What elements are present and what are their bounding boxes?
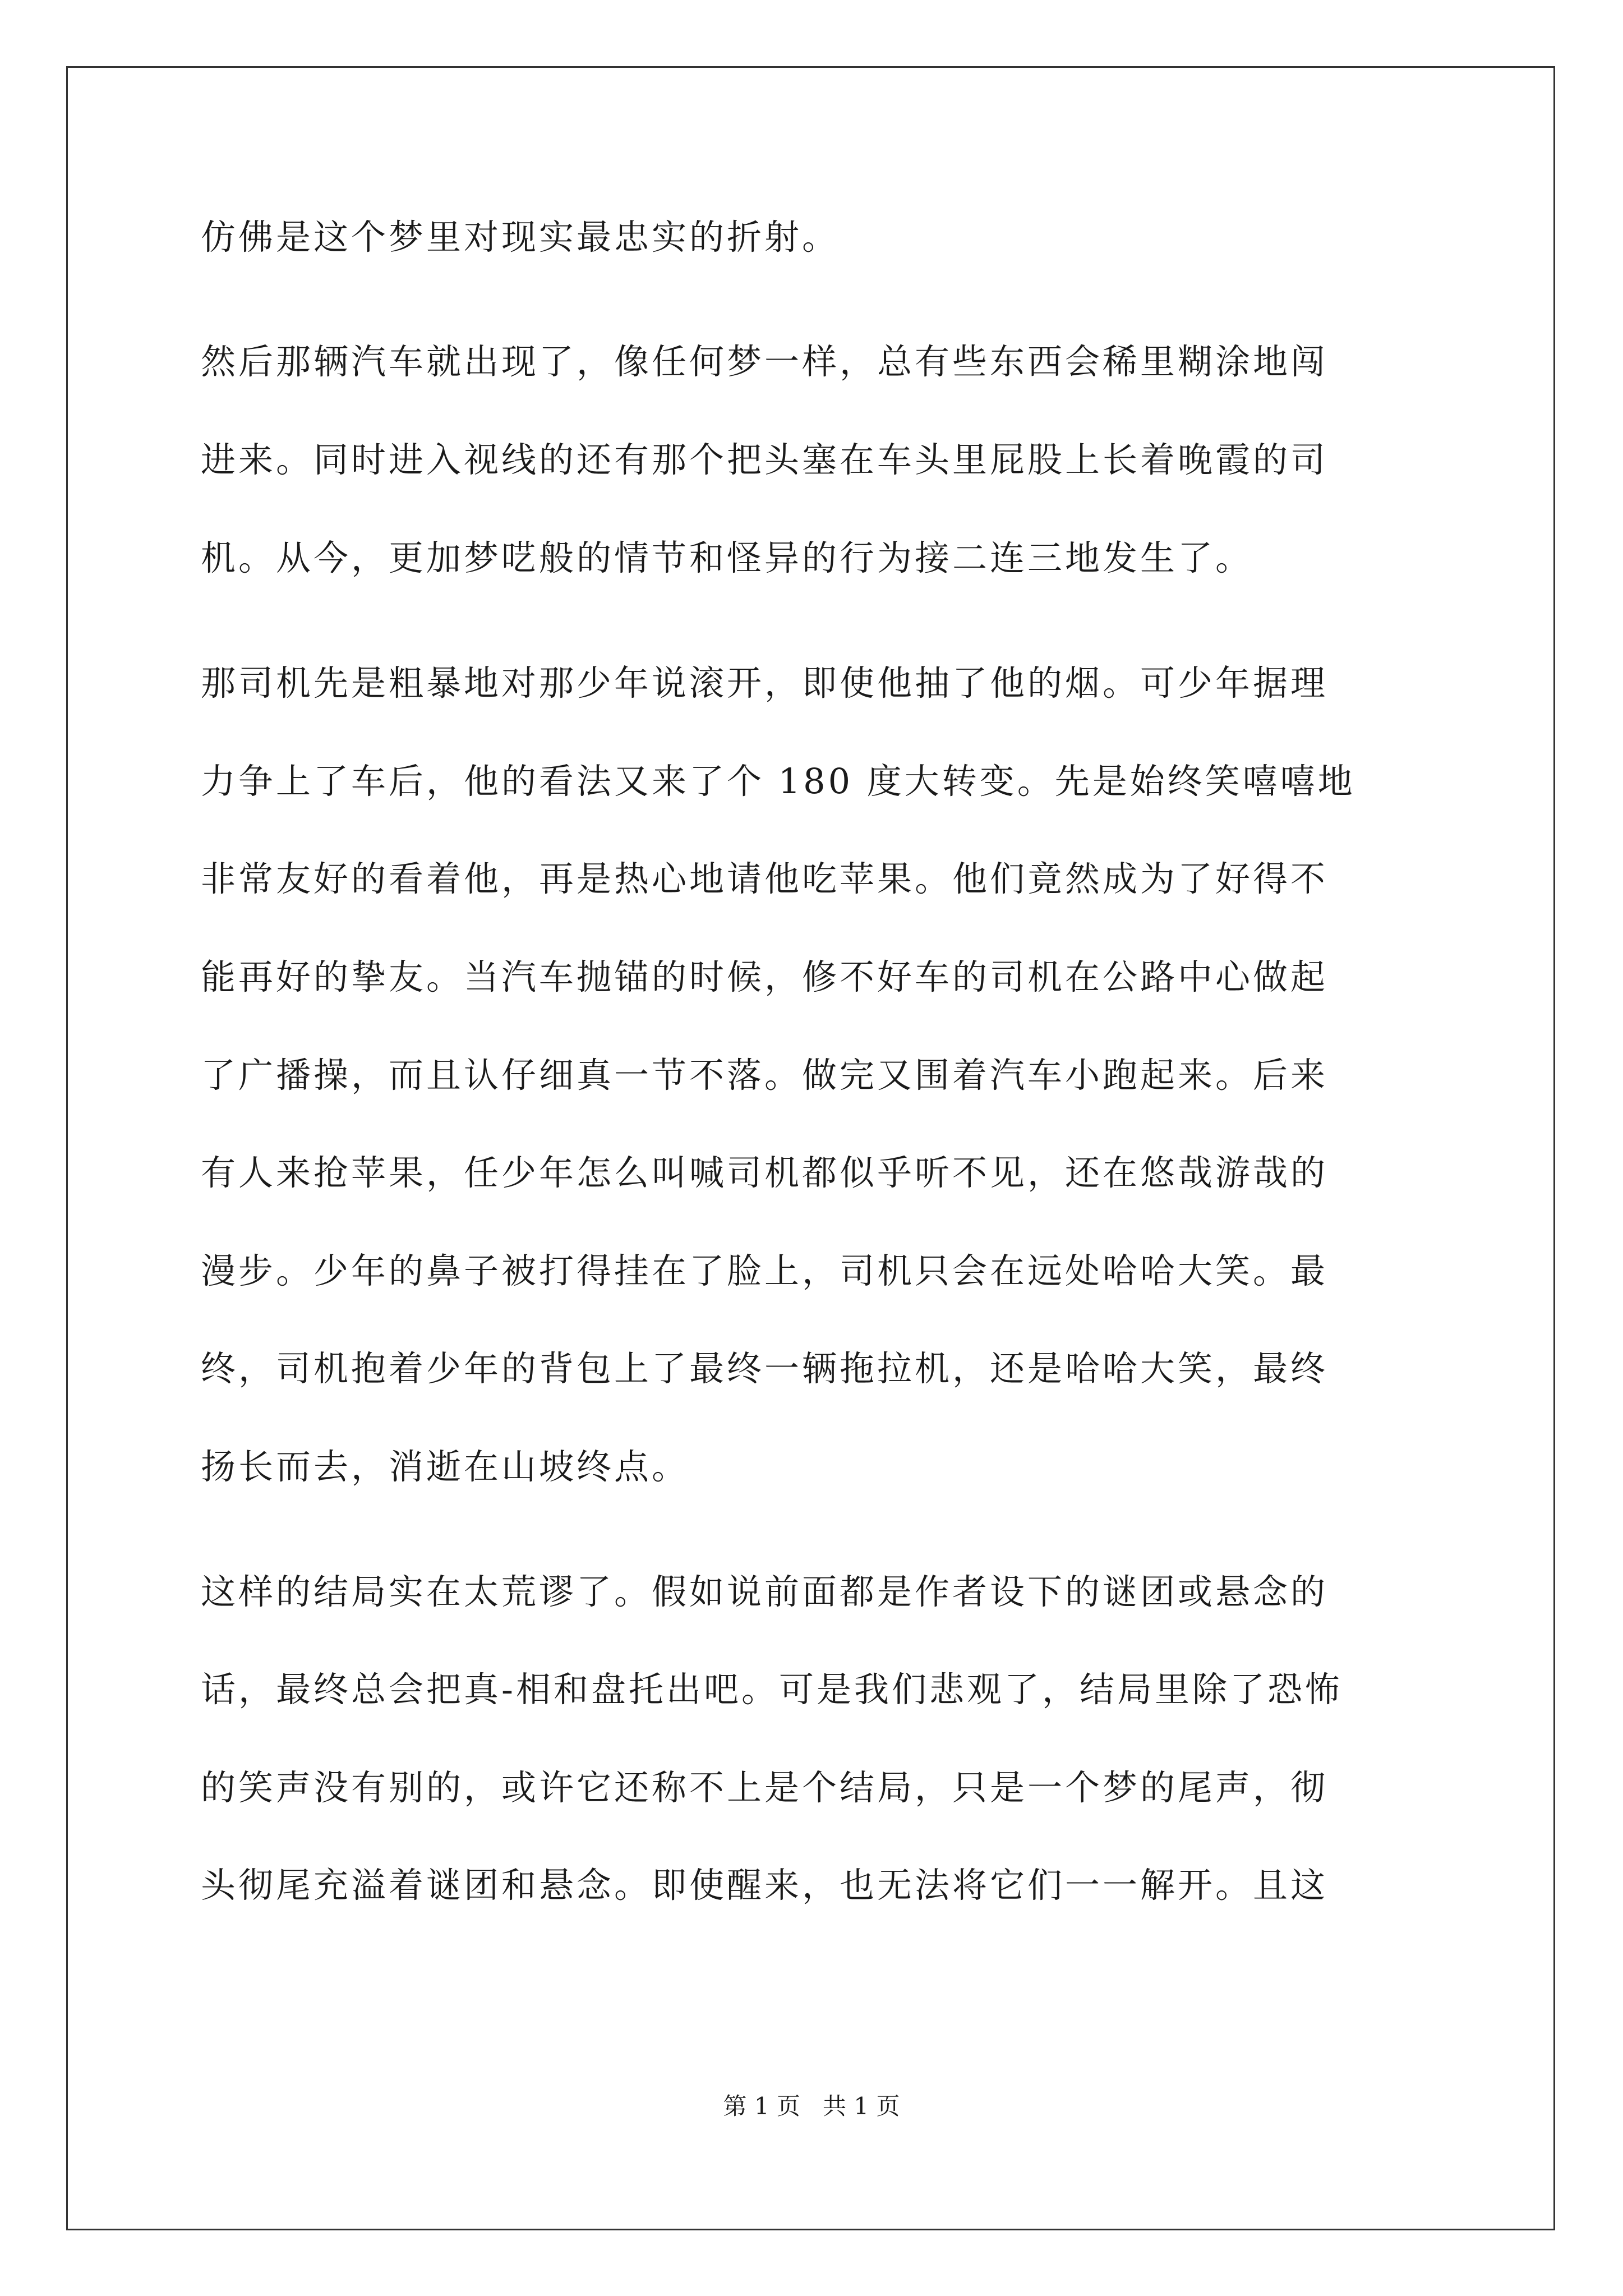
page-footer: 第 1 页 共 1 页 (723, 2092, 900, 2120)
text-line: 然后那辆汽车就出现了，像任何梦一样，总有些东西会稀里糊涂地闯 (201, 341, 1329, 382)
text-line: 这样的结局实在太荒谬了。假如说前面都是作者设下的谜团或悬念的 (201, 1571, 1329, 1612)
text-line: 了广播操，而且认仔细真一节不落。做完又围着汽车小跑起来。后来 (201, 1055, 1329, 1096)
text-line: 力争上了车后，他的看法又来了个 180 度大转变。先是始终笑嘻嘻地 (201, 761, 1355, 802)
text-line: 机。从今，更加梦呓般的情节和怪异的行为接二连三地发生了。 (201, 537, 1253, 578)
text-line: 终，司机抱着少年的背包上了最终一辆拖拉机，还是哈哈大笑，最终 (201, 1348, 1329, 1389)
text-line: 仿佛是这个梦里对现实最忠实的折射。 (201, 217, 840, 257)
text-line: 那司机先是粗暴地对那少年说滚开，即使他抽了他的烟。可少年据理 (201, 662, 1329, 703)
text-line: 的笑声没有别的，或许它还称不上是个结局，只是一个梦的尾声，彻 (201, 1767, 1329, 1808)
text-line: 有人来抢苹果，任少年怎么叫喊司机都似乎听不见，还在悠哉游哉的 (201, 1152, 1329, 1193)
text-line: 头彻尾充溢着谜团和悬念。即使醒来，也无法将它们一一解开。且这 (201, 1865, 1329, 1906)
text-line: 话，最终总会把真-相和盘托出吧。可是我们悲观了，结局里除了恐怖 (201, 1669, 1343, 1710)
text-line: 能再好的挚友。当汽车抛锚的时候，修不好车的司机在公路中心做起 (201, 956, 1329, 997)
text-line: 扬长而去，消逝在山坡终点。 (201, 1446, 690, 1487)
text-line: 漫步。少年的鼻子被打得挂在了脸上，司机只会在远处哈哈大笑。最 (201, 1250, 1329, 1291)
text-line: 进来。同时进入视线的还有那个把头塞在车头里屁股上长着晚霞的司 (201, 439, 1329, 480)
text-line: 非常友好的看着他，再是热心地请他吃苹果。他们竟然成为了好得不 (201, 858, 1329, 899)
